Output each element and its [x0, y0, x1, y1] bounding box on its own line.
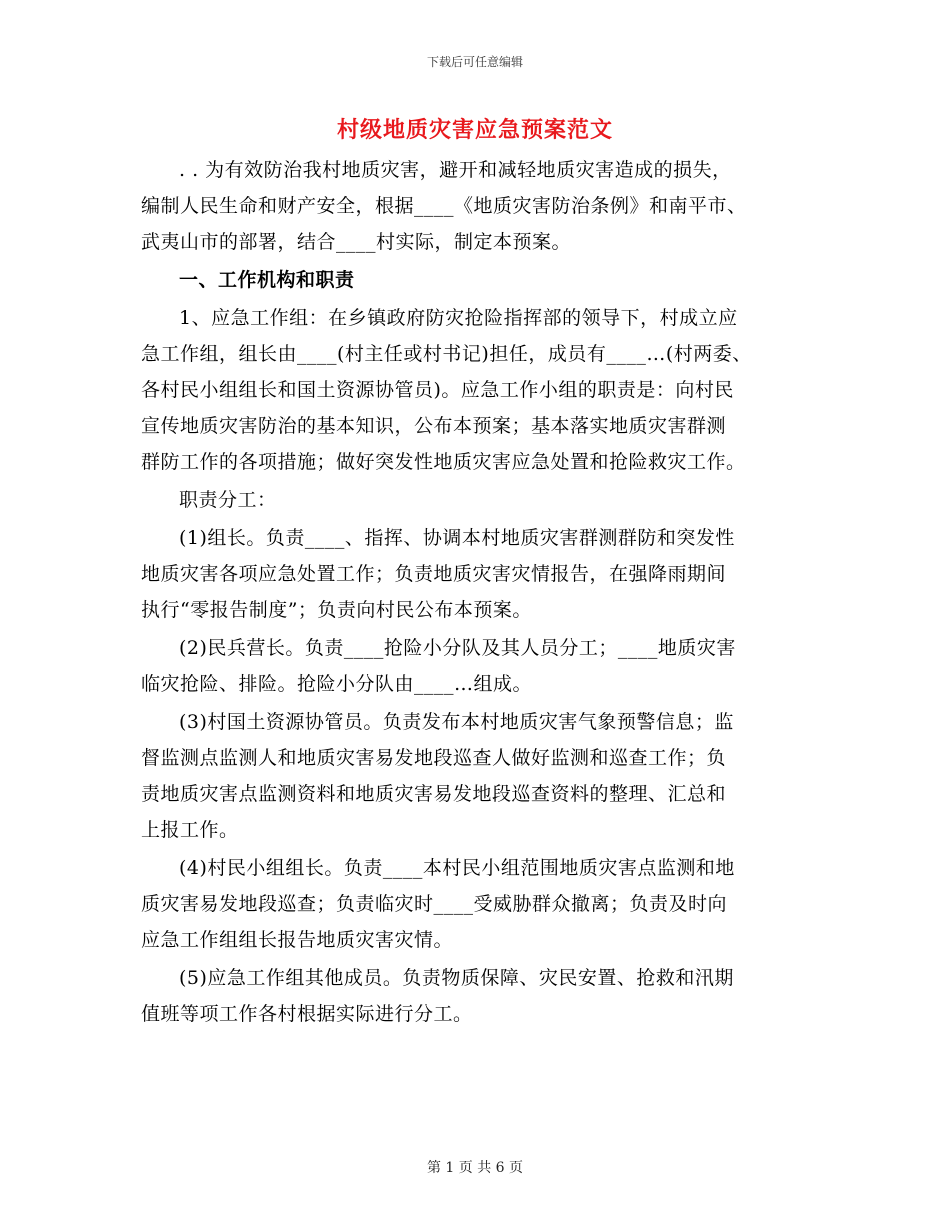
page-header-note: 下载后可任意编辑: [426, 55, 523, 69]
body-line: 责地质灾害点监测资料和地质灾害易发地段巡查资料的整理、汇总和: [141, 783, 727, 805]
body-line: 质灾害易发地段巡查；负责临灾时____受威胁群众撤离；负责及时向: [141, 893, 728, 915]
body-line: 各村民小组组长和国土资源协管员)。应急工作小组的职责是：向村民: [141, 379, 734, 401]
body-line: 宣传地质灾害防治的基本知识，公布本预案；基本落实地质灾害群测: [141, 415, 727, 437]
body-line: (4)村民小组组长。负责____本村民小组范围地质灾害点监测和地: [179, 857, 735, 879]
body-line: 督监测点监测人和地质灾害易发地段巡查人做好监测和巡查工作；负: [141, 747, 727, 769]
body-line: (2)民兵营长。负责____抢险小分队及其人员分工；____地质灾害: [179, 637, 736, 659]
body-line: 临灾抢险、排险。抢险小分队由____…组成。: [141, 673, 533, 695]
document-title: 村级地质灾害应急预案范文: [336, 117, 613, 143]
body-line: 上报工作。: [141, 819, 239, 841]
body-line: 职责分工：: [179, 489, 277, 511]
body-line: 执行“零报告制度”；负责向村民公布本预案。: [141, 599, 532, 621]
body-line: 1、应急工作组：在乡镇政府防灾抢险指挥部的领导下，村成立应: [179, 307, 738, 329]
page-number: 第 1 页 共 6 页: [426, 1160, 524, 1176]
body-line: (5)应急工作组其他成员。负责物质保障、灾民安置、抢救和汛期: [179, 967, 734, 989]
body-line: (3)村国土资源协管员。负责发布本村地质灾害气象预警信息；监: [179, 711, 734, 733]
body-line: 武夷山市的部署，结合____村实际，制定本预案。: [141, 231, 572, 253]
document-body: [141, 152, 813, 1032]
body-line: (1)组长。负责____、指挥、协调本村地质灾害群测群防和突发性: [179, 527, 735, 549]
body-line: 地质灾害各项应急处置工作；负责地质灾害灾情报告，在强降雨期间: [141, 563, 727, 585]
body-line: . . 为有效防治我村地质灾害，避开和减轻地质灾害造成的损失，: [179, 159, 732, 181]
section-heading: 一、工作机构和职责: [179, 269, 355, 291]
body-line: 应急工作组组长报告地质灾害灾情。: [141, 929, 454, 951]
body-line: 值班等项工作各村根据实际进行分工。: [141, 1003, 473, 1025]
body-line: 急工作组，组长由____(村主任或村书记)担任，成员有____…(村两委、: [141, 343, 752, 365]
body-line: 编制人民生命和财产安全，根据____《地质灾害防治条例》和南平市、: [141, 195, 747, 217]
body-line: 群防工作的各项措施；做好突发性地质灾害应急处置和抢险救灾工作。: [141, 451, 746, 473]
